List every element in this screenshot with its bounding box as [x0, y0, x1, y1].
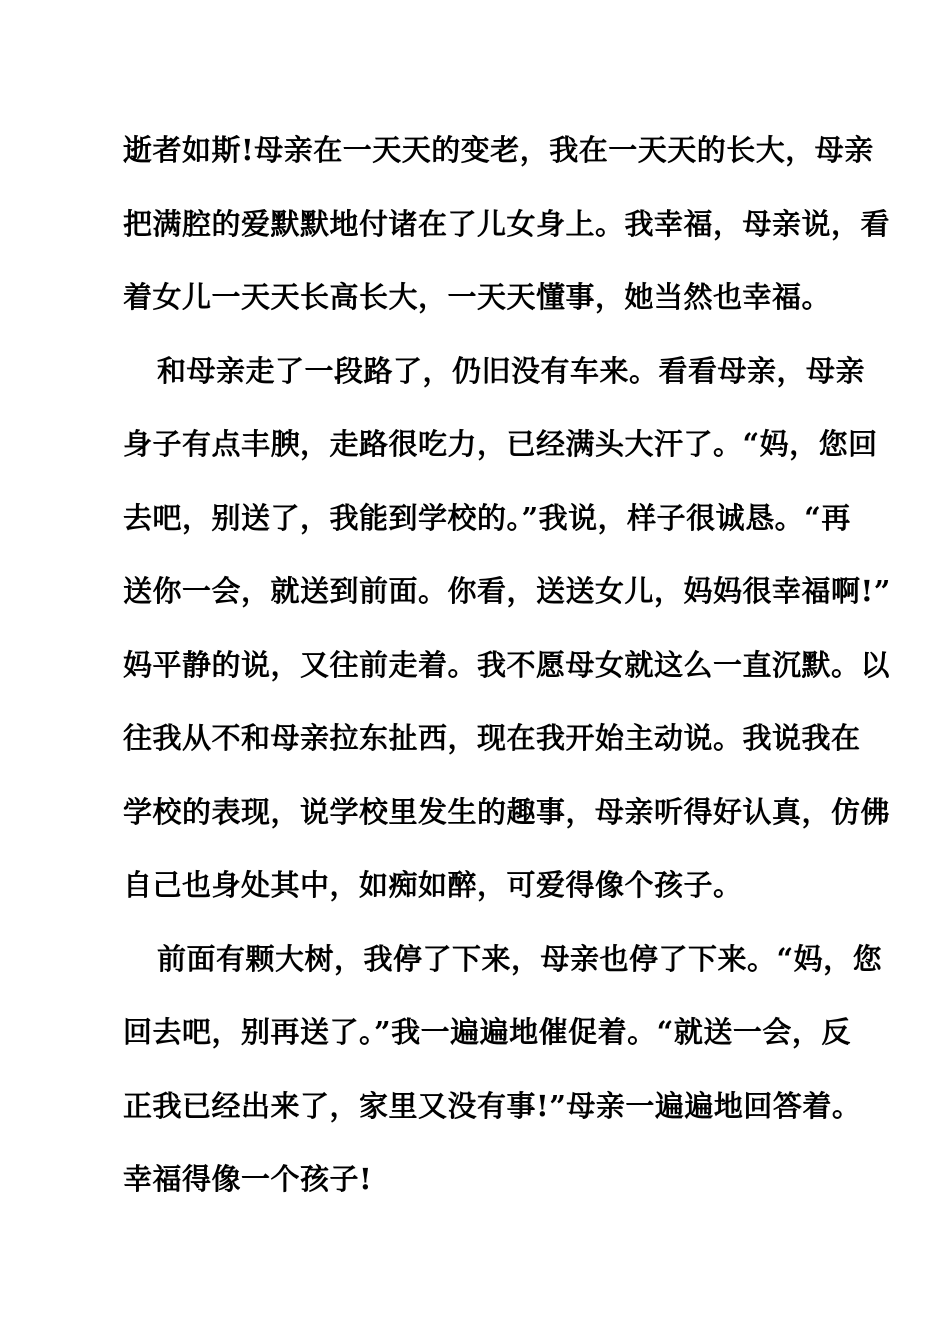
- text-line-9: 往我从不和母亲拉东扯西，现在我开始主动说。我说我在: [123, 721, 861, 755]
- text-line-7: 送你一会，就送到前面。你看，送送女儿，妈妈很幸福啊!”: [123, 574, 891, 608]
- text-line-6: 去吧，别送了，我能到学校的。”我说，样子很诚恳。“再: [123, 500, 851, 535]
- text-line-13: 回去吧，别再送了。”我一遍遍地催促着。“就送一会，反: [123, 1015, 851, 1049]
- text-line-1: 逝者如斯!母亲在一天天的变老，我在一天天的长大，母亲: [123, 133, 874, 167]
- text-line-11: 自己也身处其中，如痴如醉，可爱得像个孩子。: [123, 868, 743, 902]
- text-line-10: 学校的表现，说学校里发生的趣事，母亲听得好认真，仿佛: [123, 794, 891, 829]
- text-line-5: 身子有点丰腴，走路很吃力，已经满头大汗了。“妈，您回: [123, 427, 878, 461]
- text-line-15: 幸福得像一个孩子!: [123, 1162, 373, 1196]
- body-text: [123, 121, 891, 1224]
- text-line-4: 和母亲走了一段路了，仍旧没有车来。看看母亲，母亲: [157, 353, 866, 388]
- text-line-8: 妈平静的说，又往前走着。我不愿母女就这么一直沉默。以: [123, 647, 891, 682]
- text-line-14: 正我已经出来了，家里又没有事!”母亲一遍遍地回答着。: [123, 1088, 862, 1123]
- text-line-2: 把满腔的爱默默地付诸在了儿女身上。我幸福，母亲说，看: [123, 206, 891, 241]
- text-line-3: 着女儿一天天长高长大，一天天懂事，她当然也幸福。: [123, 280, 832, 314]
- text-line-12: 前面有颗大树，我停了下来，母亲也停了下来。“妈，您: [157, 941, 883, 976]
